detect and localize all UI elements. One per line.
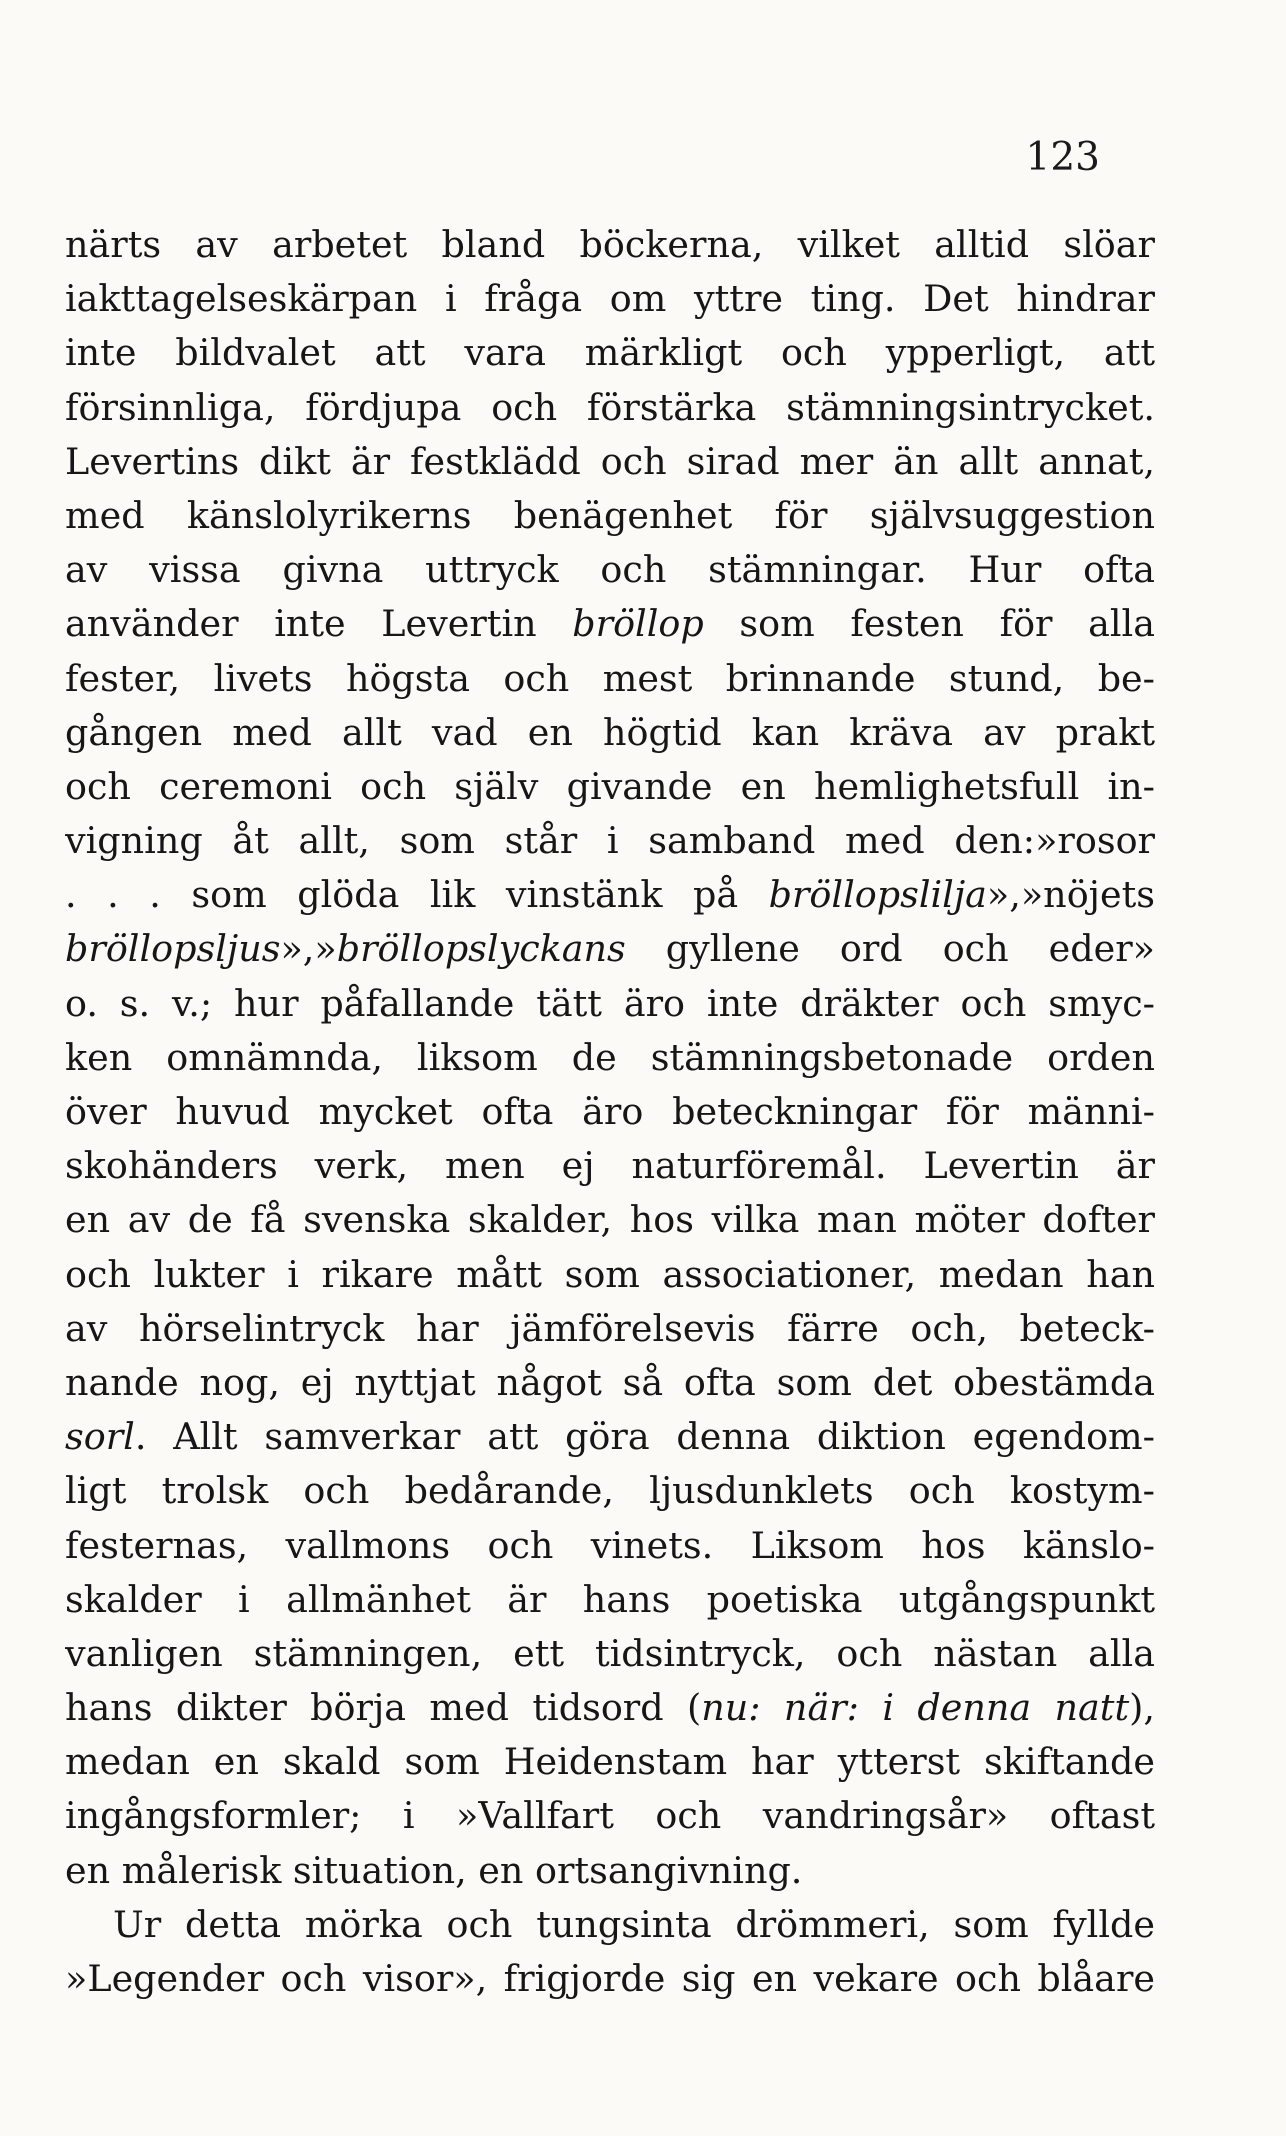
text-line [65,814,1155,868]
text-segment: vanligen stämningen, ett tidsintryck, och nästan alla [65,1631,1155,1675]
text-segment: och lukter i rikare mått som associationer, medan han [65,1252,1155,1296]
text-segment: ), [1129,1686,1155,1730]
text-segment: och ceremoni och själv givande en hemlighetsfull in- [65,764,1155,808]
text-line [65,760,1155,814]
text-segment: hans dikter börja med tidsord ( [65,1686,702,1730]
text-segment: festernas, vallmons och vinets. Liksom hos känslo- [65,1523,1155,1567]
text-line [65,1627,1155,1681]
text-segment: »,» [280,927,337,971]
text-line [65,1519,1155,1573]
text-segment: fester, livets högsta och mest brinnande stund, be- [65,656,1155,700]
text-line [65,435,1155,489]
text-segment: en av de få svenska skalder, hos vilka man möter dofter [65,1198,1155,1242]
text-line [65,381,1155,435]
text-line [65,1681,1155,1735]
text-line [65,1898,1155,1952]
text-segment: vigning åt allt, som står i samband med den:»rosor [65,819,1155,863]
text-line [65,218,1155,272]
text-line [65,1735,1155,1789]
text-line [65,652,1155,706]
text-line [65,543,1155,597]
text-segment: inte bildvalet att vara märkligt och ypperligt, att [65,331,1155,375]
text-segment: skalder i allmänhet är hans poetiska utgångspunkt [65,1577,1155,1621]
text-segment: medan en skald som Heidenstam har ytterst skiftande [65,1740,1155,1784]
text-line [65,597,1155,651]
text-segment: använder inte Levertin [65,602,573,646]
text-segment: av hörselintryck har jämförelsevis färre och, beteck- [65,1306,1155,1350]
text-segment: »,»nöjets [986,873,1155,917]
italic-text: bröllopslyckans [336,927,626,971]
text-segment: . Allt samverkar att göra denna diktion egendom- [134,1415,1155,1459]
page-number: 123 [1025,135,1100,180]
text-line [65,272,1155,326]
text-segment: ingångsformler; i »Vallfart och vandringsår» oftast [65,1794,1155,1838]
text-segment: gyllene ord och eder» [625,927,1155,971]
text-segment: närts av arbetet bland böckerna, vilket alltid slöar [65,223,1155,266]
text-line [65,1356,1155,1410]
text-line [65,1952,1155,2006]
text-line [65,706,1155,760]
italic-text: bröllop [572,602,704,646]
text-segment: som festen för alla [703,602,1155,646]
italic-text: bröllopsljus [65,927,281,971]
text-line [65,1573,1155,1627]
text-line [65,1139,1155,1193]
text-segment: försinnliga, fördjupa och förstärka stämningsintrycket. [65,385,1155,429]
text-segment: ligt trolsk och bedårande, ljusdunklets och kostym- [65,1469,1155,1513]
italic-text: sorl [65,1415,135,1459]
text-line [65,1302,1155,1356]
text-line [65,1248,1155,1302]
text-line [65,1844,1155,1898]
text-line [65,1464,1155,1518]
text-segment: med känslolyrikerns benägenhet för självsuggestion [65,493,1155,537]
text-segment: »Legender och visor», frigjorde sig en vekare och blåare [65,1957,1155,2000]
italic-text: bröllopslilja [768,873,987,917]
text-line [65,1789,1155,1843]
text-segment: iakttagelseskärpan i fråga om yttre ting. Det hindrar [65,277,1155,321]
text-segment: ken omnämnda, liksom de stämningsbetonade orden [65,1035,1155,1079]
text-segment: skohänders verk, men ej naturföremål. Levertin är [65,1144,1155,1188]
text-line [65,1031,1155,1085]
text-segment: Ur detta mörka och tungsinta drömmeri, som fyllde [113,1902,1155,1946]
italic-text: nu: när: i denna natt [701,1686,1130,1730]
text-line [65,922,1155,976]
text-segment: . . . som glöda lik vinstänk på [65,873,769,917]
text-line [65,1410,1155,1464]
text-segment: gången med allt vad en högtid kan kräva av prakt [65,710,1155,754]
text-line [65,326,1155,380]
text-segment: över huvud mycket ofta äro beteckningar för männi- [65,1090,1155,1133]
text-segment: av vissa givna uttryck och stämningar. Hur ofta [65,548,1155,592]
text-line [65,489,1155,543]
text-line [65,1193,1155,1247]
body-text [65,218,1155,2006]
text-line [65,977,1155,1031]
text-line [65,868,1155,922]
text-line [65,1085,1155,1139]
text-segment: o. s. v.; hur påfallande tätt äro inte dräkter och smyc- [65,981,1155,1025]
text-segment: nande nog, ej nyttjat något så ofta som det obestämda [65,1360,1155,1404]
text-segment: Levertins dikt är festklädd och sirad mer än allt annat, [65,439,1155,483]
text-segment: en målerisk situation, en ortsangivning. [65,1848,803,1892]
